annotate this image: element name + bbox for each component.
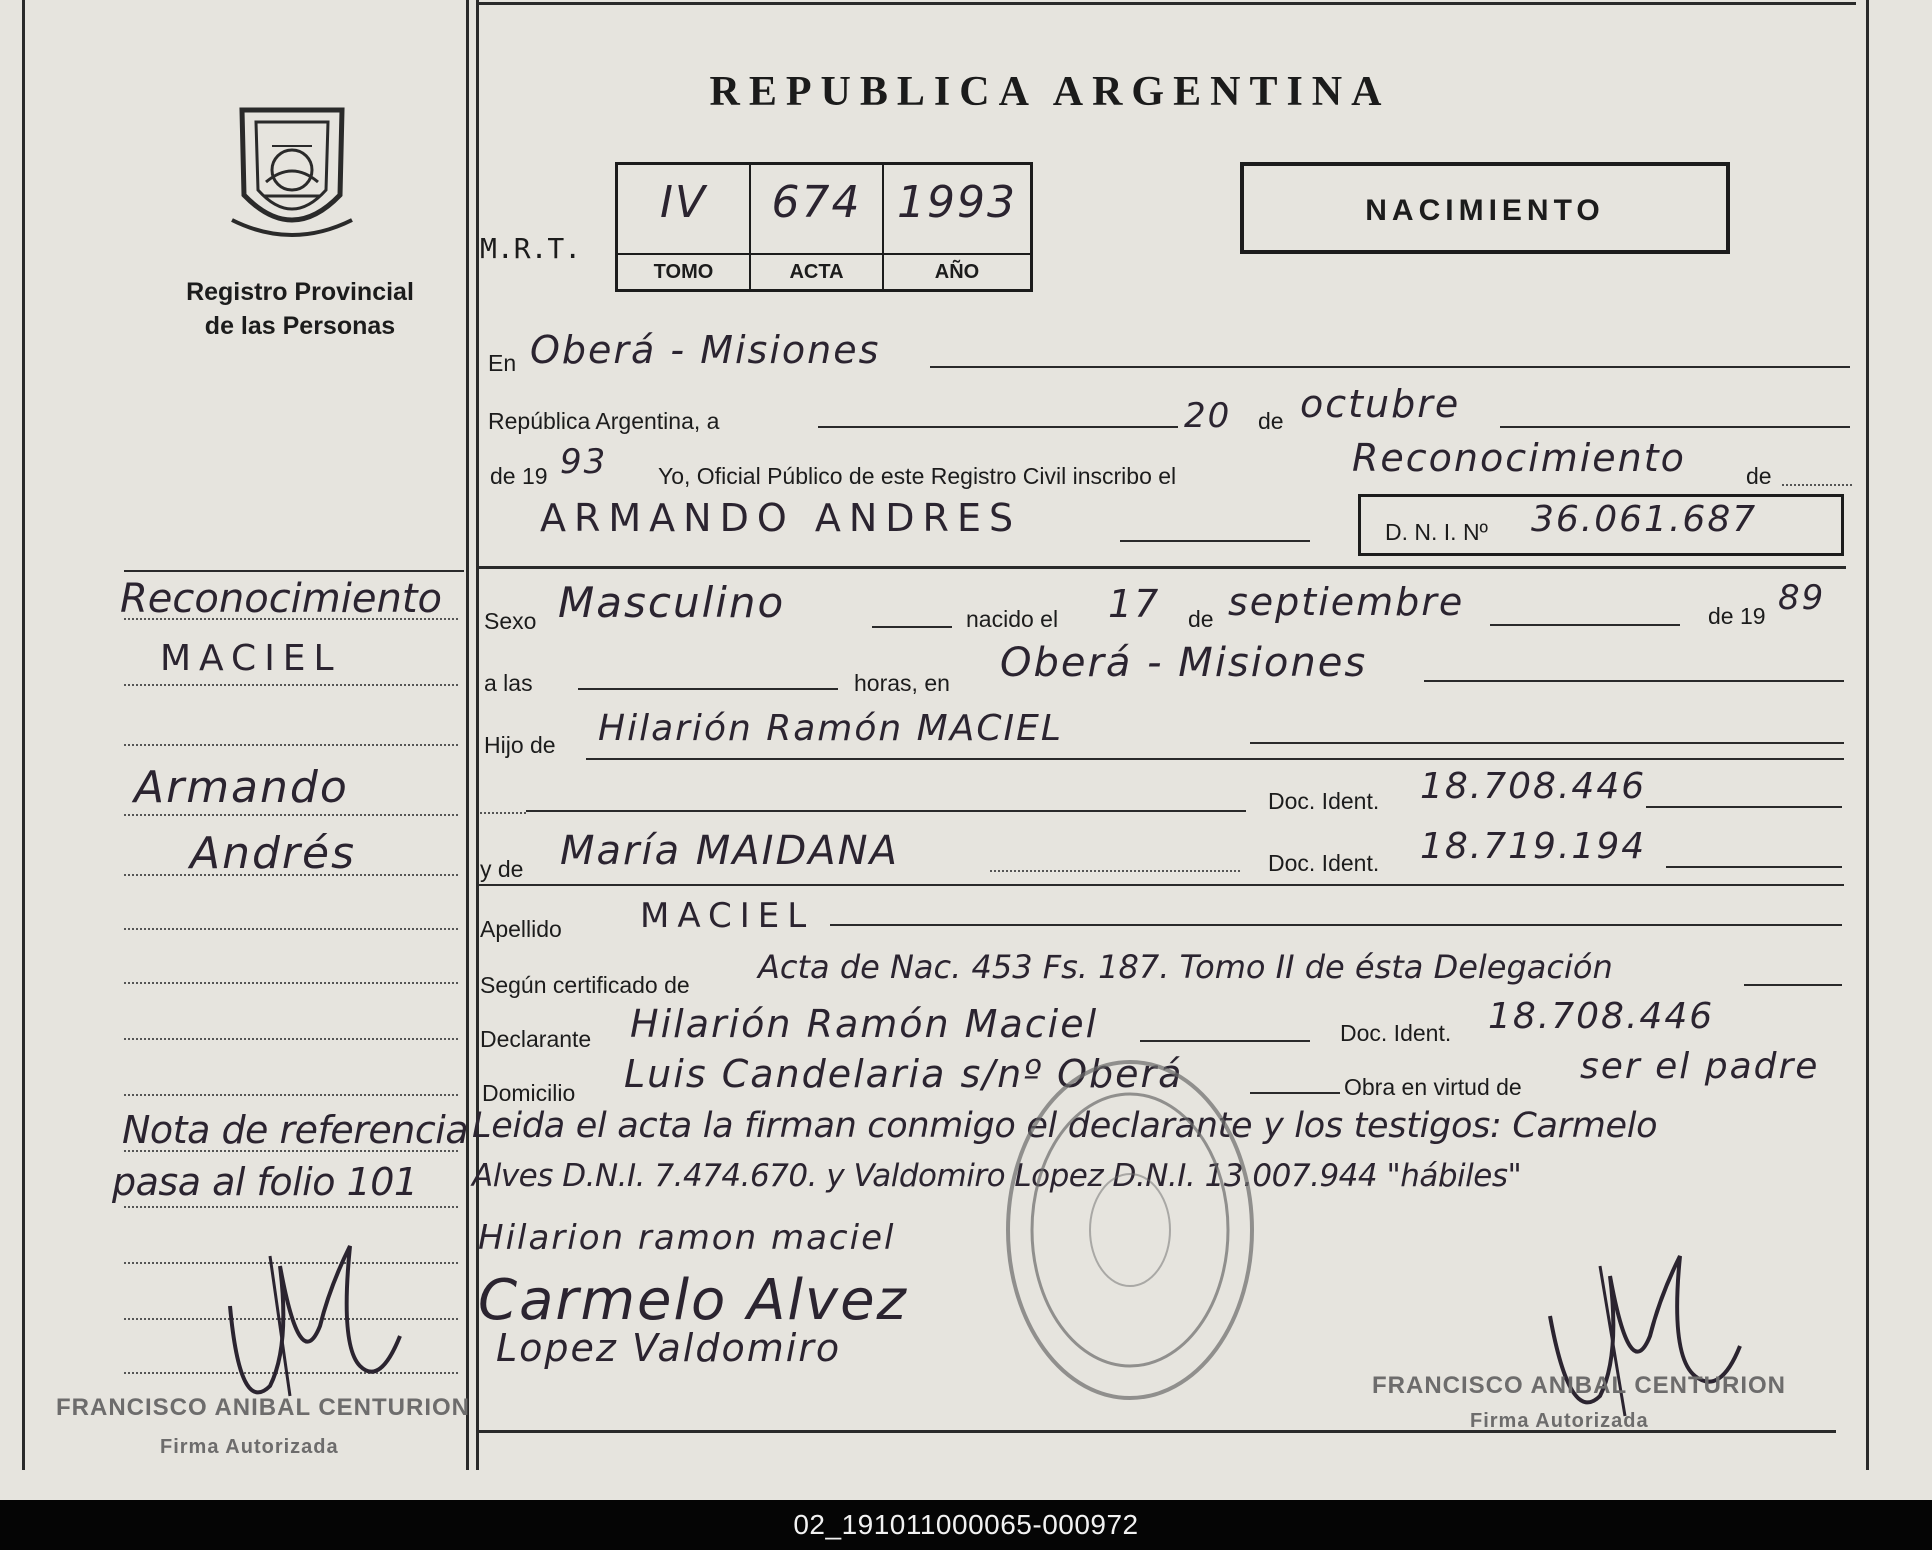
left-edge-line — [22, 0, 25, 1470]
hour-line — [578, 688, 838, 690]
top-border-line — [476, 2, 1856, 5]
father-doc-line — [526, 810, 1246, 812]
birth-year-prefix: de 19 — [1708, 603, 1766, 629]
certificate-value: Acta de Nac. 453 Fs. 187. Tomo II de ésta Delegación — [758, 948, 1613, 986]
declarante-doc-label: Doc. Ident. — [1340, 1020, 1452, 1046]
sexo-value: Masculino — [558, 578, 786, 627]
mrt-anio-cell — [884, 165, 1030, 289]
left-signer-name: FRANCISCO ANIBAL CENTURION — [56, 1394, 470, 1421]
domicilio-line — [1250, 1092, 1340, 1094]
signature-witness-2: Lopez Valdomiro — [496, 1326, 842, 1370]
left-signer-sub: Firma Autorizada — [160, 1436, 339, 1458]
domicilio-value: Luis Candelaria s/nº Oberá — [624, 1052, 1184, 1096]
birth-place-value: Oberá - Misiones — [1000, 640, 1368, 686]
mrt-acta-cell — [751, 165, 884, 289]
surname-value: MACIEL — [640, 896, 815, 936]
mrt-tomo-cell — [618, 165, 751, 289]
record-type-label: NACIMIENTO — [1365, 194, 1605, 227]
note-line-1: Leida el acta la firman conmigo el declarante y los testigos: Carmelo — [472, 1106, 1658, 1146]
mother-doc-value: 18.719.194 — [1420, 826, 1647, 867]
margin-line — [124, 1094, 458, 1096]
margin-surname: MACIEL — [160, 638, 342, 679]
margin-divider-line-1 — [466, 0, 469, 1470]
y-de-label: y de — [480, 856, 524, 882]
margin-line — [124, 1206, 458, 1208]
mrt-label: M.R.T. — [480, 232, 582, 265]
mother-doc-label: Doc. Ident. — [1268, 850, 1380, 876]
declarante-doc-value: 18.708.446 — [1488, 996, 1715, 1037]
margin-note-1: Nota de referencia — [122, 1108, 469, 1152]
dni-box — [1358, 494, 1844, 556]
section-divider — [476, 566, 1846, 569]
mother-value: María MAIDANA — [560, 828, 899, 874]
year-prefix: de 19 — [490, 463, 548, 489]
mrt-anio-value: 1993 — [897, 177, 1017, 228]
de-label-2: de — [1746, 463, 1772, 489]
right-edge-line — [1866, 0, 1869, 1470]
birth-day-value: 17 — [1108, 582, 1161, 626]
father-doc-label: Doc. Ident. — [1268, 788, 1380, 814]
official-text: Yo, Oficial Público de este Registro Civil inscribo el — [658, 463, 1177, 489]
mrt-table — [615, 162, 1033, 292]
obra-value: ser el padre — [1580, 1046, 1820, 1087]
de-label: de — [1258, 408, 1284, 434]
declarante-value: Hilarión Ramón Maciel — [630, 1002, 1099, 1046]
official-round-stamp-icon — [1000, 1050, 1260, 1410]
image-id-footer: 02_191011000065-000972 — [0, 1500, 1932, 1550]
en-label: En — [488, 350, 517, 376]
name-line — [1120, 540, 1310, 542]
margin-top-line — [124, 570, 464, 572]
republica-label: República Argentina, a — [488, 408, 720, 434]
page-title: REPUBLICA ARGENTINA — [709, 69, 1391, 115]
segun-label: Según certificado de — [480, 972, 690, 998]
margin-line — [124, 684, 458, 686]
apellido-label: Apellido — [480, 916, 562, 942]
sexo-line — [872, 626, 952, 628]
mrt-anio-label: AÑO — [934, 261, 980, 283]
birth-year-suffix-value: 89 — [1778, 578, 1826, 618]
mrt-tomo-value: IV — [659, 177, 708, 228]
certificate-line — [1744, 984, 1842, 986]
act-type-value: Reconocimiento — [1352, 436, 1686, 480]
signature-witness-1: Carmelo Alvez — [478, 1268, 908, 1333]
declarante-line — [1140, 1040, 1310, 1042]
date-line — [818, 426, 1178, 428]
margin-line — [124, 982, 458, 984]
father-doc-value: 18.708.446 — [1420, 766, 1647, 807]
birth-month-value: septiembre — [1228, 580, 1465, 624]
mrt-separator — [618, 253, 749, 255]
note-line-2: Alves D.N.I. 7.474.670. y Valdomiro Lopez D.N.I. 13.007.944 "hábiles" — [472, 1158, 1522, 1194]
parents-divider — [476, 884, 1844, 886]
mother-doc-end-line — [1666, 866, 1842, 868]
hijo-label: Hijo de — [484, 732, 556, 758]
margin-line — [124, 744, 458, 746]
margin-name-2: Andrés — [190, 828, 356, 879]
a-las-label: a las — [484, 670, 533, 696]
nacido-label: nacido el — [966, 606, 1059, 632]
father-doc-end-line — [1646, 806, 1842, 808]
father-value: Hilarión Ramón MACIEL — [598, 708, 1063, 749]
mother-dotline — [990, 870, 1240, 872]
mrt-acta-label: ACTA — [789, 261, 844, 283]
dni-label: D. N. I. Nº — [1385, 519, 1488, 545]
right-signer-sub: Firma Autorizada — [1470, 1410, 1649, 1432]
father-line — [1250, 742, 1844, 744]
place-value: Oberá - Misiones — [530, 328, 881, 372]
margin-name-1: Armando — [134, 762, 349, 813]
surname-line — [830, 924, 1842, 926]
horas-label: horas, en — [854, 670, 950, 696]
dni-value: 36.061.687 — [1531, 499, 1758, 540]
signature-declarante: Hilarion ramon maciel — [478, 1218, 896, 1258]
mrt-separator — [884, 253, 1030, 255]
birth-place-line — [1424, 680, 1844, 682]
de-label-3: de — [1188, 606, 1214, 632]
margin-act: Reconocimiento — [120, 576, 442, 622]
month-value: octubre — [1300, 382, 1461, 426]
place-line — [930, 366, 1850, 368]
registry-name-line2: de las Personas — [204, 312, 396, 340]
margin-line — [124, 928, 458, 930]
mrt-tomo-label: TOMO — [653, 261, 714, 283]
year-suffix-value: 93 — [560, 442, 608, 482]
full-name-value: ARMANDO ANDRES — [540, 496, 1022, 540]
month-line — [1500, 426, 1850, 428]
father-doc-dotline — [480, 812, 526, 814]
mrt-separator — [751, 253, 882, 255]
declarante-label: Declarante — [480, 1026, 592, 1052]
right-signer-name: FRANCISCO ANIBAL CENTURION — [1372, 1372, 1786, 1399]
day-value: 20 — [1184, 396, 1232, 436]
registry-name-line1: Registro Provincial — [186, 278, 414, 306]
record-type-box — [1240, 162, 1730, 254]
margin-line — [124, 1038, 458, 1040]
misiones-coat-of-arms-icon — [222, 100, 362, 250]
mrt-acta-value: 674 — [771, 177, 862, 228]
father-line-2 — [586, 758, 1844, 760]
act-type-dotline — [1782, 484, 1852, 486]
domicilio-label: Domicilio — [482, 1080, 576, 1106]
sexo-label: Sexo — [484, 608, 537, 634]
birth-month-line — [1490, 624, 1680, 626]
margin-line — [124, 814, 458, 816]
obra-label: Obra en virtud de — [1344, 1074, 1522, 1100]
margin-note-2: pasa al folio 101 — [112, 1160, 418, 1204]
